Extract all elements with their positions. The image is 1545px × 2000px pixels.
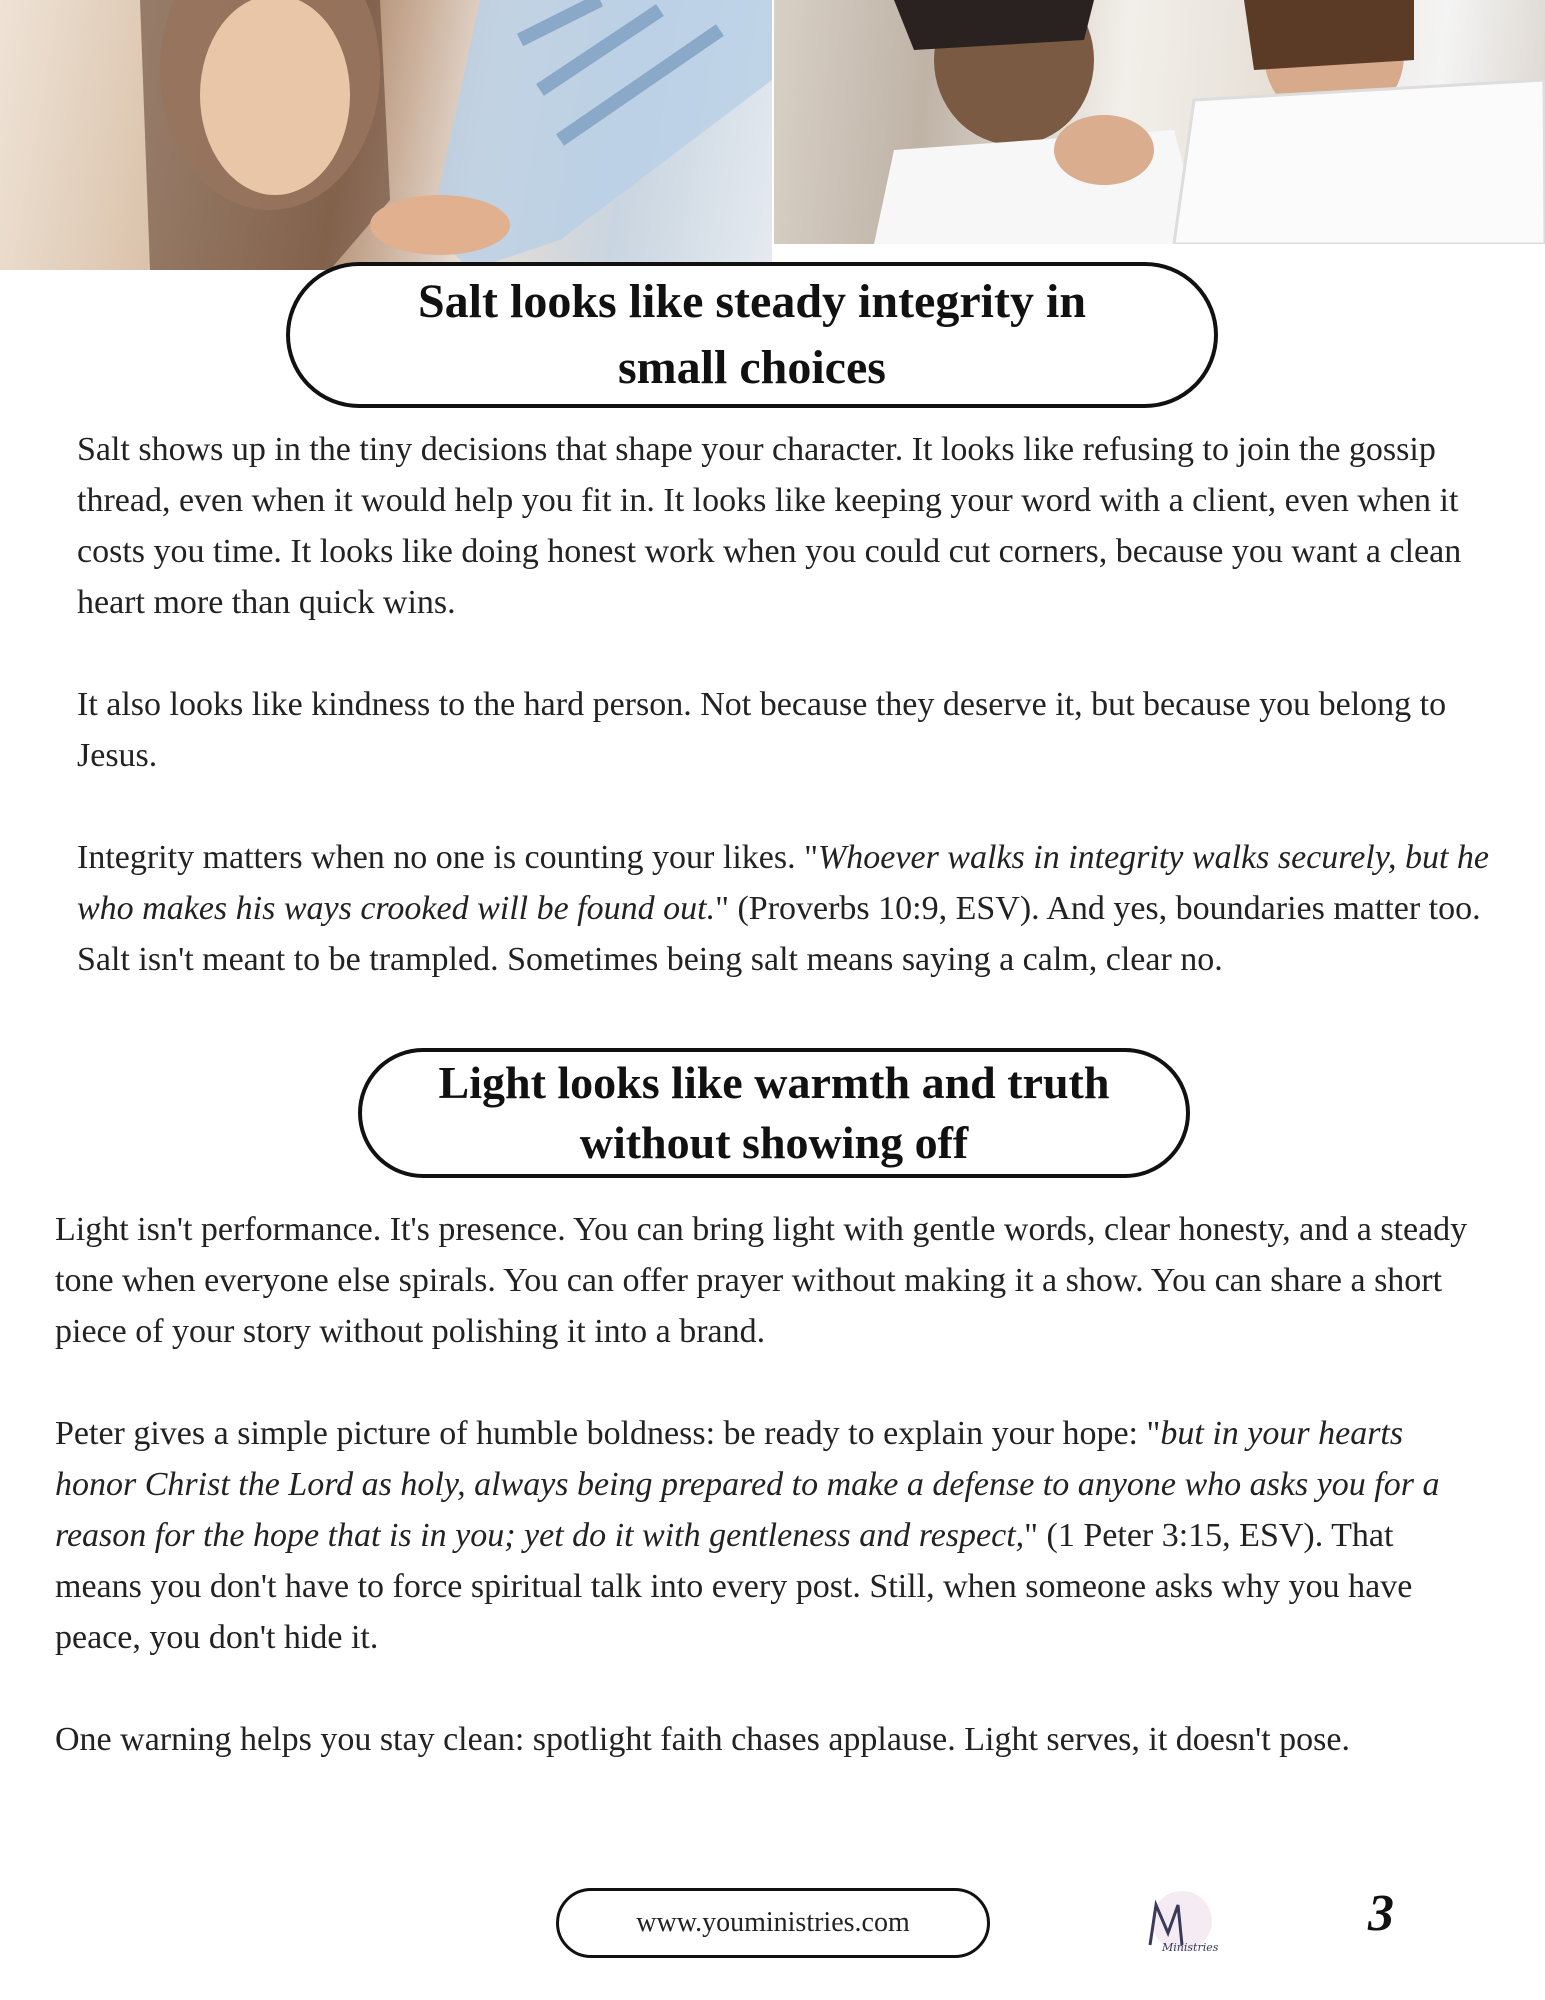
section1-body (77, 424, 1497, 985)
section1-p3-end: " (Proverbs 10:9, ESV). And yes, boundaries matter too. Salt isn't meant to be trampled. Sometimes being salt means saying a calm, clear no. (77, 890, 1481, 978)
section2-paragraph-1: Light isn't performance. It's presence. You can bring light with gentle words, clear honesty, and a steady tone when everyone else spirals. You can offer prayer without making it a show. You can share a short piece of your story without polishing it into a brand. (55, 1211, 1468, 1350)
section1-paragraph-2: It also looks like kindness to the hard person. Not because they deserve it, but because you belong to Jesus. (77, 686, 1447, 774)
section1-paragraph-3 (77, 832, 1497, 985)
section2-heading-line1: Light looks like warmth and truth (438, 1057, 1110, 1108)
woman-comforted-illustration (0, 0, 772, 270)
photo-caregiver-elderly-woman (774, 0, 1545, 244)
proverbs-quote: Whoever walks in integrity walks securely, but he who makes his ways crooked will be found out. (77, 839, 1490, 927)
section2-heading (439, 1053, 1110, 1173)
section1-heading (418, 269, 1086, 401)
section2-body (55, 1204, 1475, 1765)
caregiver-illustration (774, 0, 1545, 244)
section2-p2-end: " (1 Peter 3:15, ESV). That means you don't have to force spiritual talk into every post. Still, when someone asks why you have peace, you don't hide it. (55, 1517, 1413, 1656)
section2-paragraph-3: One warning helps you stay clean: spotlight faith chases applause. Light serves, it doesn't pose. (55, 1721, 1351, 1758)
page-number: 3 (1368, 1885, 1394, 1942)
section1-heading-line2: small choices (618, 341, 886, 394)
section1-heading-pill (286, 262, 1218, 408)
section1-heading-line1: Salt looks like steady integrity in (417, 275, 1087, 328)
section2-paragraph-2 (55, 1408, 1475, 1663)
website-link[interactable] (556, 1888, 990, 1958)
logo-text: Ministries (1162, 1941, 1219, 1954)
peter-quote: but in your hearts honor Christ the Lord as holy, always being prepared to make a defense to anyone who asks you for a reason for the hope that is in you; yet do it with gentleness and respect, (55, 1415, 1440, 1554)
section2-heading-line2: without showing off (579, 1117, 969, 1168)
section1-p3-start: Integrity matters when no one is counting your likes. " (77, 839, 818, 876)
section2-heading-pill (358, 1048, 1190, 1178)
section1-paragraph-1: Salt shows up in the tiny decisions that shape your character. It looks like refusing to join the gossip thread, even when it would help you fit in. It looks like keeping your word with a client, even when it costs you time. It looks like doing honest work when you could cut corners, because you want a clean heart more than quick wins. (77, 431, 1462, 621)
ministries-logo (1132, 1885, 1222, 1965)
website-text: www.youministries.com (636, 1907, 910, 1938)
logo-mark-icon (1132, 1885, 1222, 1965)
section2-p2-start: Peter gives a simple picture of humble boldness: be ready to explain your hope: " (55, 1415, 1161, 1452)
photo-woman-comforted (0, 0, 772, 270)
